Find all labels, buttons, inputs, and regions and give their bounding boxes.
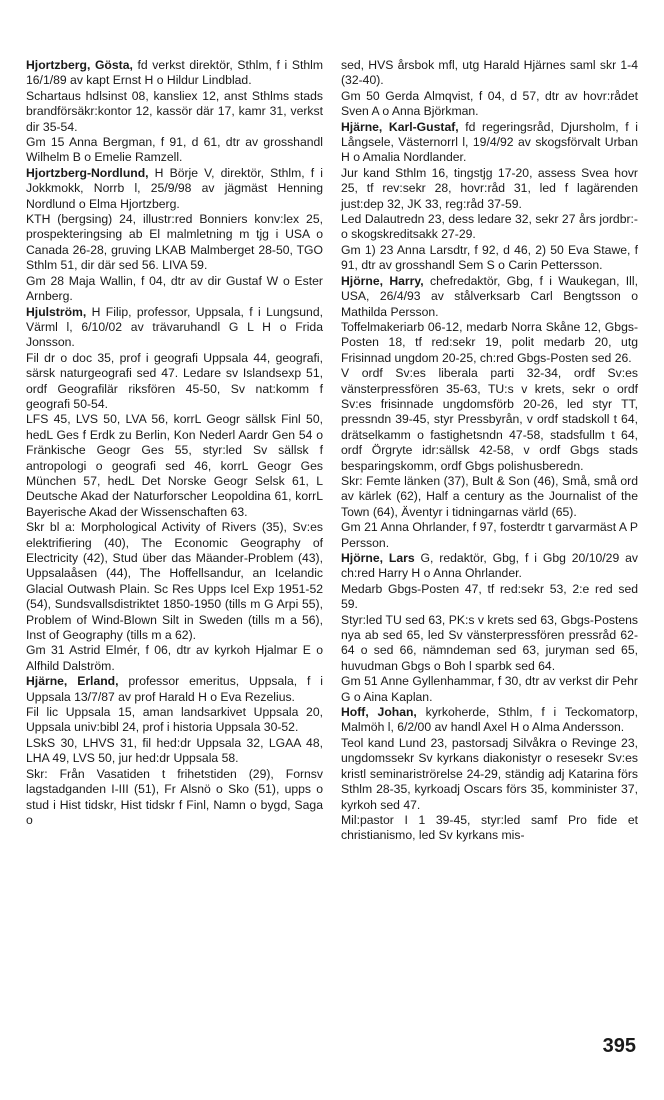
entry-text: LSkS 30, LHVS 31, fil hed:dr Uppsala 32, LGAA 48, LHA 49, LVS 50, jur hed:dr Uppsala 58.	[26, 735, 323, 766]
biography-entry-start	[341, 120, 638, 166]
biography-paragraph	[341, 212, 638, 243]
entry-text: Gm 28 Maja Wallin, f 04, dtr av dir Gustaf W o Ester Arnberg.	[26, 273, 323, 304]
entry-text: fd verkst direktör, Sthlm, f i Sthlm 16/1/89 av kapt Ernst H o Hildur Lindblad.	[26, 58, 323, 88]
entry-text: LFS 45, LVS 50, LVA 56, korrL Geogr sällsk Finl 50, hedL Ges f Erdk zu Berlin, Kon Nederl Aardr Gen 54 o Fränkische Geogr Ges 55, styr:led Sv sällsk f antropologi o geografi sed 46, korrL Geogr Ges München 57, hedL Det Norske Geogr Selsk 61, L Deutsche Akad der Naturforscher Leopoldina 61, korrL Bayerische Akad der Wissenschaften 63.	[26, 412, 323, 519]
page-number: 395	[602, 1035, 636, 1057]
biography-paragraph	[341, 58, 638, 89]
entry-text: Led Dalautredn 23, dess ledare 32, sekr 27 års jordbr:- o skogskreditsakk 27-29.	[341, 212, 638, 242]
biography-paragraph	[341, 474, 638, 520]
biography-paragraph	[26, 135, 323, 166]
entry-text: Schartaus hdlsinst 08, kansliex 12, anst Sthlms stads brandförsäkr:kontor 12, kassör där 17, kamr 31, verkst dir 35-54.	[26, 88, 323, 134]
entry-text: Styr:led TU sed 63, PK:s v krets sed 63, Gbgs-Postens nya ab sed 65, led Sv vänsterpressfören pressråd 62-64 o sed 66, nämndeman sed 63, juryman sed 65, huvudman Gbgs o Boh l sparbk sed 64.	[341, 612, 638, 673]
entry-text: Gm 21 Anna Ohrlander, f 97, fosterdtr t garvarmäst A P Persson.	[341, 520, 638, 550]
biography-paragraph	[341, 366, 638, 474]
entry-text: Toffelmakeriarb 06-12, medarb Norra Skåne 12, Gbgs-Posten 18, tf red:sekr 19, polit medarb 20, utg Frisinnad ungdom 20-25, ch:red Gbgs-Posten sed 26.	[341, 319, 638, 365]
entry-text: Teol kand Lund 23, pastorsadj Silvåkra o Revinge 23, ungdomssekr Sv kyrkans diakonistyr o resesekr Sv:es kristl seminariströrelse 24-29, ständig adj Katarina förs Sthlm 28-35, kyrkoadj Oscars förs 35, komminister 37, kyrkoh sed 47.	[341, 735, 638, 812]
entry-text: fd regeringsråd, Djursholm, f i Långsele, Västernorrl l, 19/4/92 av skogsförvalt Urban H o Amalia Nordlander.	[341, 119, 638, 165]
entry-name: Hjärne, Karl-Gustaf,	[341, 119, 459, 134]
entry-text: Gm 51 Anne Gyllenhammar, f 30, dtr av verkst dir Pehr G o Aina Kaplan.	[341, 674, 638, 704]
right-column	[341, 58, 638, 1058]
biography-paragraph	[341, 166, 638, 212]
biography-paragraph	[26, 705, 323, 736]
entry-name: Hoff, Johan,	[341, 705, 417, 720]
biography-entry-start	[26, 166, 323, 212]
entry-name: Hjulström,	[26, 304, 87, 319]
biography-entry-start	[26, 58, 323, 89]
entry-name: Hjärne, Erland,	[26, 674, 119, 689]
biography-paragraph	[26, 520, 323, 643]
biography-paragraph	[26, 274, 323, 305]
entry-name: Hjörne, Harry,	[341, 273, 424, 288]
biography-paragraph	[26, 643, 323, 674]
biography-paragraph	[341, 613, 638, 675]
biography-paragraph	[341, 520, 638, 551]
biography-paragraph	[341, 89, 638, 120]
entry-text: chefredaktör, Gbg, f i Waukegan, Ill, USA, 26/4/93 av stålverksarb Carl Bengtsson o Mathilda Persson.	[341, 273, 638, 319]
left-column	[26, 58, 323, 1058]
entry-text: kyrkoherde, Sthlm, f i Teckomatorp, Malmöh l, 6/2/00 av handl Axel H o Alma Andersson.	[341, 705, 638, 735]
entry-text: Skr: Femte länken (37), Bult & Son (46), Små, små ord av kärlek (62), Half a century as the Journalist of the Town (64), Äventyr i tidningarnas värld (65).	[341, 473, 638, 519]
entry-text: H Börje V, direktör, Sthlm, f i Jokkmokk, Norrb l, 25/9/98 av jägmäst Henning Nordlund o Elma Hjortzberg.	[26, 165, 323, 211]
biography-entry-start	[26, 305, 323, 351]
biography-paragraph	[341, 243, 638, 274]
entry-name: Hjörne, Lars	[341, 551, 415, 565]
entry-text: Skr: Från Vasatiden t frihetstiden (29), Fornsv lagstadganden I-III (51), Fr Alsnö o Sko (51), upps o stud i Hist tidskr, Hist tidskr f Finl, Namn o bygd, Saga o	[26, 766, 323, 827]
entry-text: Gm 31 Astrid Elmér, f 06, dtr av kyrkoh Hjalmar E o Alfhild Dalström.	[26, 643, 323, 673]
entry-text: G, redaktör, Gbg, f i Gbg 20/10/29 av ch:red Harry H o Anna Ohrlander.	[341, 551, 638, 581]
biography-paragraph	[26, 351, 323, 413]
biography-paragraph	[341, 674, 638, 705]
entry-text: Gm 1) 23 Anna Larsdtr, f 92, d 46, 2) 50 Eva Stawe, f 91, dtr av grosshandl Sem S o Carin Pettersson.	[341, 242, 638, 273]
biography-paragraph	[341, 320, 638, 366]
entry-text: H Filip, professor, Uppsala, f i Lungsund, Värml l, 6/10/02 av trävaruhandl G L H o Frida Jonsson.	[26, 304, 323, 350]
biography-entry-start	[341, 551, 638, 582]
entry-text: professor emeritus, Uppsala, f i Uppsala 13/7/87 av prof Harald H o Eva Rezelius.	[26, 674, 323, 704]
biography-paragraph	[26, 212, 323, 274]
entry-text: Mil:pastor I 1 39-45, styr:led samf Pro fide et christianismo, led Sv kyrkans mis-	[341, 812, 638, 843]
document-page	[26, 58, 638, 1058]
biography-entry-start	[341, 705, 638, 736]
biography-entry-start	[26, 674, 323, 705]
biography-paragraph	[26, 89, 323, 135]
entry-name: Hjortzberg-Nordlund,	[26, 165, 149, 180]
biography-paragraph	[341, 582, 638, 613]
entry-text: Jur kand Sthlm 16, tingstjg 17-20, assess Svea hovr 25, tf rev:sekr 28, hovr:råd 31, led f lagärenden just:dep 32, JK 33, reg:råd 37-59.	[341, 165, 638, 211]
biography-paragraph	[26, 767, 323, 829]
entry-text: Gm 15 Anna Bergman, f 91, d 61, dtr av grosshandl Wilhelm B o Emelie Ramzell.	[26, 135, 323, 165]
biography-paragraph	[26, 412, 323, 520]
entry-name: Hjortzberg, Gösta,	[26, 58, 133, 72]
biography-paragraph	[341, 813, 638, 844]
entry-text: Medarb Gbgs-Posten 47, tf red:sekr 53, 2:e red sed 59.	[341, 581, 638, 612]
entry-text: Fil dr o doc 35, prof i geografi Uppsala 44, geografi, särsk naturgeografi sed 47. Ledare sv Islandsexp 51, ordf Geografilär riksfören 45-50, Sv nat:komm f geografi 50-54.	[26, 350, 323, 411]
entry-text: Gm 50 Gerda Almqvist, f 04, d 57, dtr av hovr:rådet Sven A o Anna Björkman.	[341, 88, 638, 119]
biography-entry-start	[341, 274, 638, 320]
entry-text: V ordf Sv:es liberala parti 32-34, ordf Sv:es vänsterpressfören 35-63, TU:s v krets, sekr o ordf Sv:es frisinnade ungdomsförb 20-26, led styr TT, pressndn 39-45, styr Pressbyrån, v ordf stadskoll t 64, drätselkamm o fastighetsndn 47-58, stadsfullm t 64, ordf Örgryte idr:sällsk 42-58, v ordf Gbgs stads besparingskomm, ordf Gbgs polishusberedn.	[341, 366, 638, 473]
biography-paragraph	[26, 736, 323, 767]
entry-text: Fil lic Uppsala 15, aman landsarkivet Uppsala 20, Uppsala univ:bibl 24, prof i historia Uppsala 30-52.	[26, 705, 323, 735]
entry-text: Skr bl a: Morphological Activity of Rivers (35), Sv:es elektrifiering (40), The Economic Geography of Electricity (42), Stud über das Mäander-Problem (43), Uppsalaåsen (44), The Hoffellsandur, an Icelandic Glacial Outwash Plain. Sc Res Upps Icel Exp 1951-52 (54), Sundsvallsdistriktet 1850-1950 (tills m G Arpi 55), Problem of Wind-Blown Silt in Sweden (tills m a 56), Inst of Geography (tills m a 62).	[26, 520, 323, 643]
entry-text: KTH (bergsing) 24, illustr:red Bonniers konv:lex 25, prospekteringsing ab El malmletning m tjg i USA o Canada 26-28, gruving LKAB Malmberget 28-50, TGO Sthlm 51, dir där sed 56. LIVA 59.	[26, 212, 323, 273]
biography-paragraph	[341, 736, 638, 813]
entry-text: sed, HVS årsbok mfl, utg Harald Hjärnes saml skr 1-4 (32-40).	[341, 58, 638, 88]
